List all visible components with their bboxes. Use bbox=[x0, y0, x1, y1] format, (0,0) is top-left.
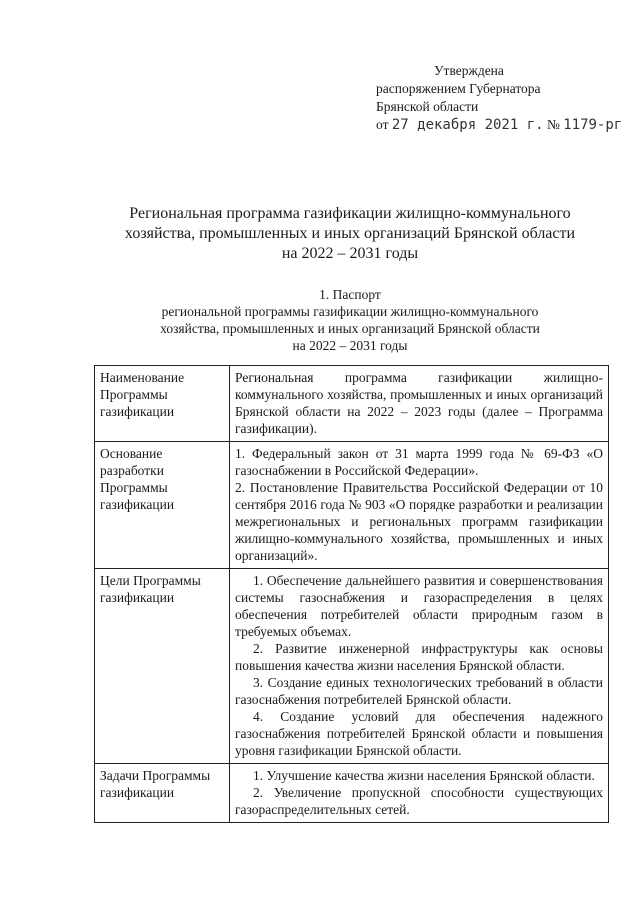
approval-date-prefix: от bbox=[376, 117, 389, 132]
row-value-name bbox=[230, 366, 609, 442]
row-paragraph: 2. Постановление Правительства Российской Федерации от 10 сентября 2016 года № 903 «О порядке разработки и реализации межрегиональных и региональных программ газификации жилищно-коммунального хозяйства, промышленных и иных организаций». bbox=[235, 480, 603, 563]
approval-date-stamp: 27 декабря 2021 г. bbox=[391, 117, 544, 133]
passport-heading-line-2: региональной программы газификации жилищно-коммунального bbox=[161, 304, 539, 319]
row-paragraph: 1. Улучшение качества жизни населения Брянской области. bbox=[253, 768, 595, 783]
row-paragraph: 1. Обеспечение дальнейшего развития и совершенствования системы газоснабжения и газораспределения в целях обеспечения потребителей области природным газом в требуемых объемах. bbox=[235, 573, 603, 639]
row-paragraph: 4. Создание условий для обеспечения надежного газоснабжения потребителей Брянской области и повышения уровня газификации Брянской области. bbox=[235, 709, 603, 758]
row-paragraph: 2. Развитие инженерной инфраструктуры как основы повышения качества жизни населения Брянской области. bbox=[235, 641, 603, 673]
row-label-goals: Цели Программы газификации bbox=[95, 569, 230, 764]
table-row bbox=[95, 569, 609, 764]
row-label-tasks: Задачи Программы газификации bbox=[95, 764, 230, 823]
row-label-name: Наименование Программы газификации bbox=[95, 366, 230, 442]
row-value-basis bbox=[230, 442, 609, 569]
table-row bbox=[95, 442, 609, 569]
title-line-1: Региональная программа газификации жилищно-коммунального bbox=[129, 205, 571, 222]
table-row bbox=[95, 366, 609, 442]
passport-heading bbox=[110, 286, 590, 354]
row-paragraph: 2. Увеличение пропускной способности существующих газораспределительных сетей. bbox=[235, 785, 603, 817]
document-title bbox=[100, 204, 600, 264]
passport-table bbox=[94, 365, 609, 823]
approval-number-prefix: № bbox=[546, 117, 560, 132]
row-label-basis: Основание разработки Программы газификации bbox=[95, 442, 230, 569]
passport-heading-line-1: 1. Паспорт bbox=[319, 287, 381, 302]
passport-heading-line-4: на 2022 – 2031 годы bbox=[292, 338, 408, 353]
approval-number-stamp: 1179-рг bbox=[563, 117, 623, 133]
title-line-3: на 2022 – 2031 годы bbox=[281, 245, 419, 262]
approval-block bbox=[376, 62, 622, 134]
passport-heading-line-3: хозяйства, промышленных и иных организаций Брянской области bbox=[160, 321, 540, 336]
row-paragraph: 1. Федеральный закон от 31 марта 1999 года № 69-ФЗ «О газоснабжении в Российской Федерации». bbox=[235, 446, 603, 478]
approval-line-region: Брянской области bbox=[376, 99, 479, 114]
table-row bbox=[95, 764, 609, 823]
approval-heading: Утверждена bbox=[434, 63, 504, 78]
row-paragraph: Региональная программа газификации жилищно-коммунального хозяйства, промышленных и иных организаций Брянской области на 2022 – 2023 годы (далее – Программа газификации). bbox=[235, 370, 603, 436]
approval-line-governor: распоряжением Губернатора bbox=[376, 81, 541, 96]
approval-date-line bbox=[376, 116, 622, 134]
row-value-goals bbox=[230, 569, 609, 764]
row-paragraph: 3. Создание единых технологических требований в области газоснабжения потребителей Брянской области. bbox=[235, 675, 603, 707]
title-line-2: хозяйства, промышленных и иных организаций Брянской области bbox=[124, 225, 576, 242]
row-value-tasks bbox=[230, 764, 609, 823]
